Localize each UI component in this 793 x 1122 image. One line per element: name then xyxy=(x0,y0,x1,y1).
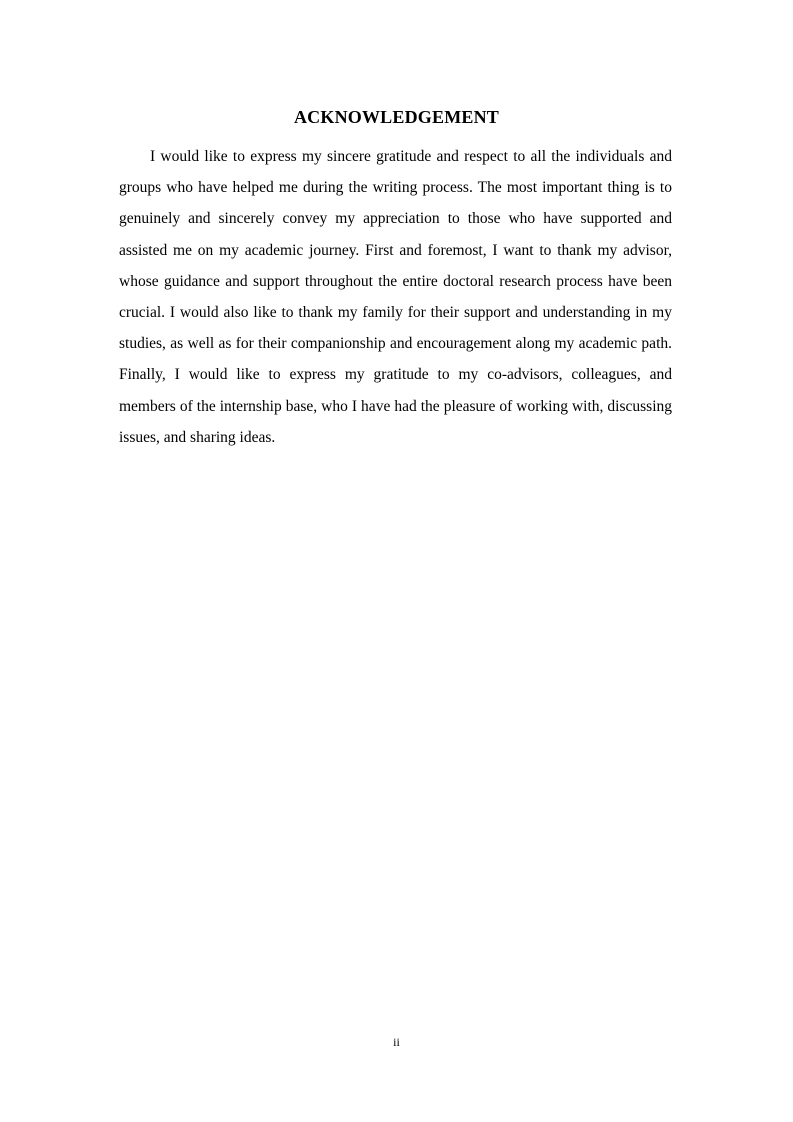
page-number: ii xyxy=(393,1035,400,1049)
acknowledgement-paragraph: I would like to express my sincere gratitude and respect to all the individuals and groups who have helped me during the writing process. The most important thing is to genuinely and sincerely convey my appreciation to those who have supported and assisted me on my academic journey. First and foremost, I want to thank my advisor, whose guidance and support throughout the entire doctoral research process have been crucial. I would also like to thank my family for their support and understanding in my studies, as well as for their companionship and encouragement along my academic path. Finally, I would like to express my gratitude to my co-advisors, colleagues, and members of the internship base, who I have had the pleasure of working with, discussing issues, and sharing ideas. xyxy=(119,148,672,446)
page-title: ACKNOWLEDGEMENT xyxy=(293,107,500,127)
